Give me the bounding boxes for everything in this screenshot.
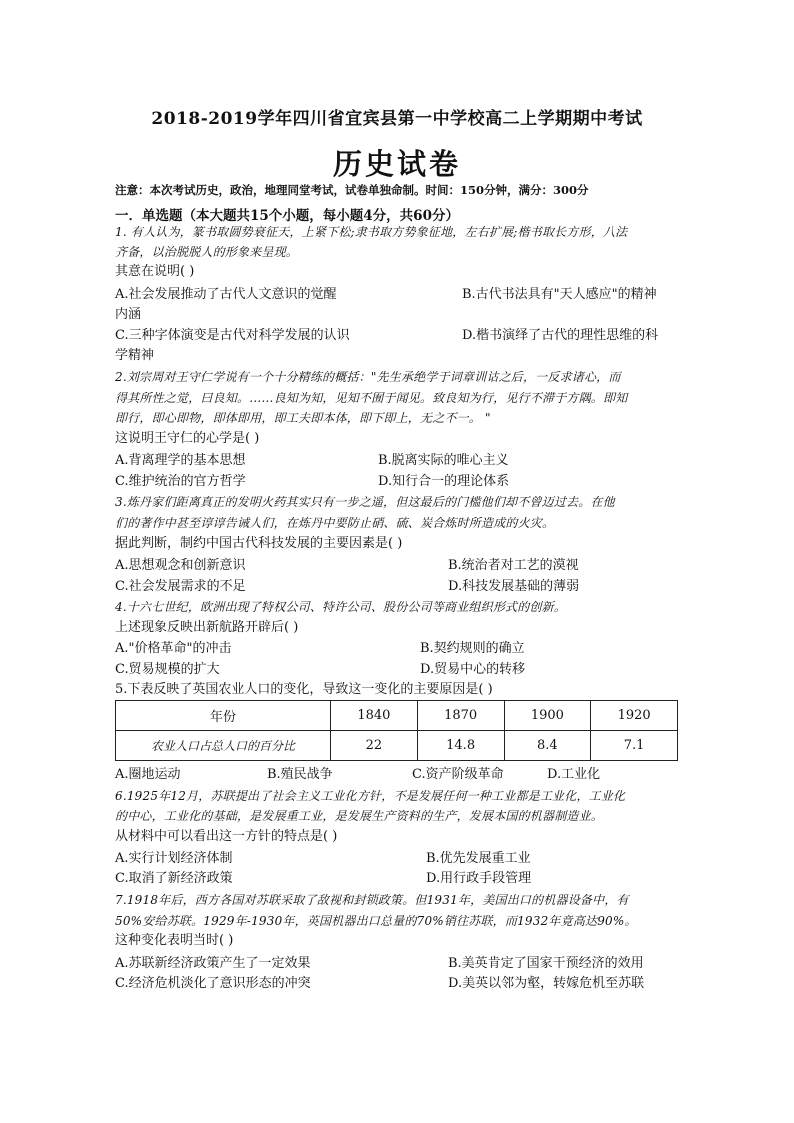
q3-stem-line1: 3.炼丹家们距离真正的发明火药其实只有一步之遥，但这最后的门槛他们却不曾迈过去。在他 [115,495,615,509]
q3-option-c[interactable]: C.社会发展需求的不足 [115,579,246,594]
exam-notice: 注意：本次考试历史，政治，地理同堂考试，试卷单独命制。时间：150分钟，满分：300分 [115,183,589,197]
q2-stem-line1: 2.刘宗周对王守仁学说有一个十分精练的概括："先生承绝学于词章训诂之后，一反求诸心，而 [115,370,621,384]
q7-stem-line1: 7.1918年后，西方各国对苏联采取了敌视和封锁政策。但1931年，美国出口的机器设备中，有 [115,893,629,907]
table-data-row [116,731,678,761]
q1-option-d[interactable]: D.楷书演绎了古代的理性思维的科 [462,328,659,343]
q1-option-b[interactable]: B.古代书法具有"天人感应"的精神 [462,287,657,302]
q3-stem-line2: 们的著作中甚至谆谆告诫人们，在炼丹中要防止硝、硫、炭合炼时所造成的火灾。 [115,516,555,530]
exam-title: 2018-2019学年四川省宜宾县第一中学校高二上学期期中考试 [151,109,643,129]
q3-prompt: 据此判断，制约中国古代科技发展的主要因素是( ) [115,536,403,551]
q4-option-a[interactable]: A."价格革命"的冲击 [115,641,232,656]
q5-prompt: 5.下表反映了英国农业人口的变化，导致这一变化的主要原因是( ) [115,682,493,697]
table-value-cell: 14.8 [417,731,504,761]
table-year-cell: 1900 [504,701,591,731]
q7-option-c[interactable]: C.经济危机淡化了意识形态的冲突 [115,976,311,991]
q4-option-b[interactable]: B.契约规则的确立 [420,641,525,656]
section-heading: 一．单选题（本大题共15个小题，每小题4分，共60分） [115,208,459,224]
q7-option-b[interactable]: B.美英肯定了国家干预经济的效用 [448,956,644,971]
q2-option-b[interactable]: B.脱离实际的唯心主义 [378,453,509,468]
q2-option-a[interactable]: A.背离理学的基本思想 [115,453,246,468]
q7-prompt: 这种变化表明当时( ) [115,933,234,948]
q6-option-d[interactable]: D.用行政手段管理 [426,871,532,886]
q1-prompt: 其意在说明( ) [115,264,195,279]
q6-stem-line1: 6.1925年12月，苏联提出了社会主义工业化方针，不是发展任何一种工业都是工业化，工业化 [115,789,626,803]
table-header-label: 年份 [116,701,331,731]
q3-option-b[interactable]: B.统治者对工艺的漠视 [448,558,579,573]
q7-option-d[interactable]: D.美英以邻为壑，转嫁危机至苏联 [448,976,645,991]
table-row-label: 农业人口占总人口的百分比 [116,731,331,761]
q3-option-a[interactable]: A.思想观念和创新意识 [115,558,246,573]
q4-stem-line1: 4.十六七世纪，欧洲出现了特权公司、特许公司、股份公司等商业组织形式的创新。 [115,600,567,614]
table-year-cell: 1840 [331,701,418,731]
q6-option-b[interactable]: B.优先发展重工业 [426,851,531,866]
table-value-cell: 8.4 [504,731,591,761]
table-year-cell: 1920 [591,701,678,731]
q2-stem-line2: 得其所性之觉，曰良知。……良知为知，见知不囿于闻见。致良知为行，见行不滞于方隅。即知 [115,391,628,405]
q5-option-d[interactable]: D.工业化 [547,767,601,782]
q7-stem-line2: 50%安给苏联。1929年-1930年，英国机器出口总量的70%销往苏联，而1932年竟高达90%。 [115,914,637,928]
q4-option-c[interactable]: C.贸易规模的扩大 [115,662,220,677]
q1-option-d-cont: 学精神 [115,348,155,363]
q5-option-b[interactable]: B.殖民战争 [267,767,333,782]
table-value-cell: 7.1 [591,731,678,761]
q5-data-table [115,700,678,761]
q4-option-d[interactable]: D.贸易中心的转移 [420,662,526,677]
q2-option-c[interactable]: C.维护统治的官方哲学 [115,474,246,489]
table-value-cell: 22 [331,731,418,761]
table-header-row [116,701,678,731]
q7-option-a[interactable]: A.苏联新经济政策产生了一定效果 [115,956,311,971]
table-year-cell: 1870 [417,701,504,731]
q1-stem-line2: 齐备，以治脱脱人的形象来呈现。 [115,245,299,259]
q5-option-c[interactable]: C.资产阶级革命 [412,767,504,782]
exam-subtitle: 历史试卷 [332,147,461,181]
q4-prompt: 上述现象反映出新航路开辟后( ) [115,620,299,635]
q1-option-b-cont: 内涵 [115,307,142,322]
q2-prompt: 这说明王守仁的心学是( ) [115,431,260,446]
q6-prompt: 从材料中可以看出这一方针的特点是( ) [115,829,338,844]
q5-option-a[interactable]: A.圈地运动 [115,767,181,782]
q6-option-c[interactable]: C.取消了新经济政策 [115,871,233,886]
q3-option-d[interactable]: D.科技发展基础的薄弱 [448,579,580,594]
q2-option-d[interactable]: D.知行合一的理论体系 [378,474,510,489]
q1-stem-line1: 1. 有人认为，篆书取圆势衰征天，上紧下松;隶书取方势象征地，左右扩展;楷书取长方形，八法 [115,225,628,239]
q6-stem-line2: 的中心，工业化的基础，是发展重工业，是发展生产资料的生产，发展本国的机器制造业。 [115,809,604,823]
q2-stem-line3: 即行，即心即物，即体即用，即工夫即本体，即下即上，无之不一。 " [115,411,491,425]
q1-option-c[interactable]: C.三种字体演变是古代对科学发展的认识 [115,328,350,343]
q6-option-a[interactable]: A.实行计划经济体制 [115,851,233,866]
q1-option-a[interactable]: A.社会发展推动了古代人文意识的觉醒 [115,287,337,302]
